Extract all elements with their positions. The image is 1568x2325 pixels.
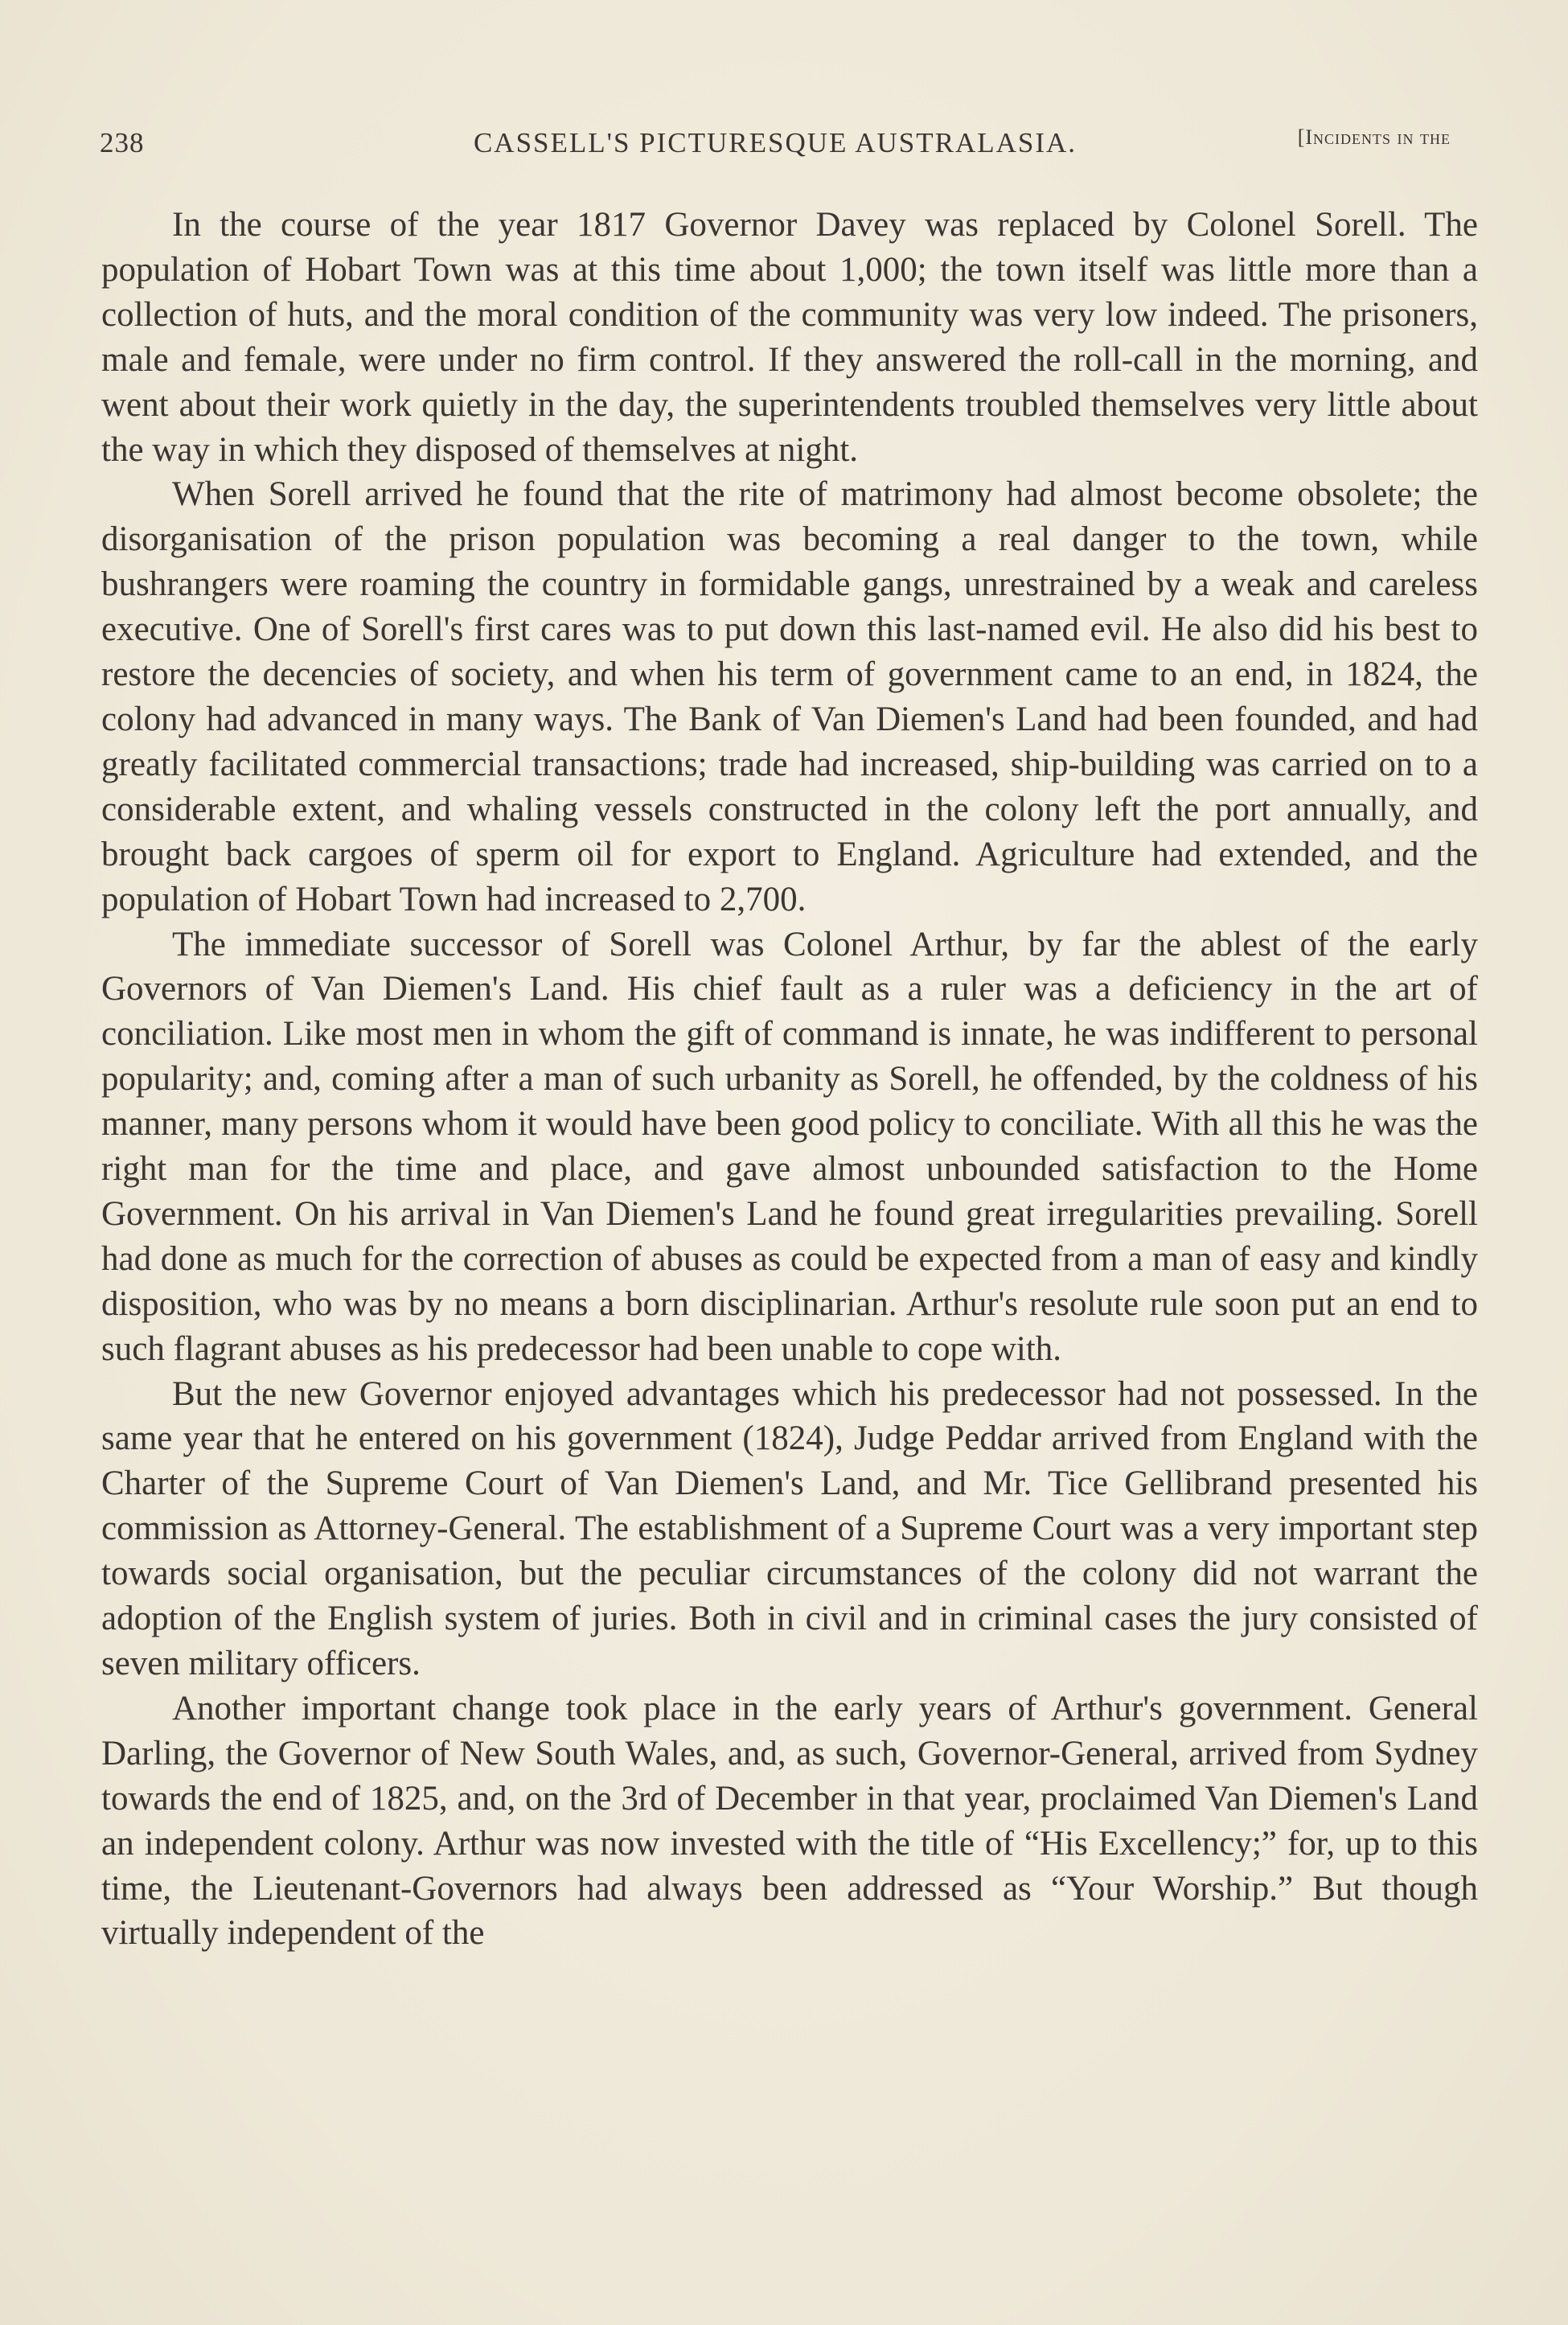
page-header — [100, 127, 1451, 164]
running-title: CASSELL'S PICTURESQUE AUSTRALASIA. — [473, 127, 1077, 158]
body-text — [101, 203, 1478, 1956]
paragraph: Another important change took place in the early years of Arthur's government. General Darling, the Governor of New South Wales, and, as such, Governor-General, arrived from Sydney towards the end of 1825, and, on the 3rd of December in that year, proclaimed Van Diemen's Land an independent colony. Arthur was now invested with the title of “His Excellency;” for, up to this time, the Lieutenant-Governors had always been addressed as “Your Worship.” But though virtually independent of the — [101, 1689, 1478, 1953]
section-title: [Incidents in the — [1297, 125, 1451, 149]
paragraph: The immediate successor of Sorell was Colonel Arthur, by far the ablest of the early Governors of Van Diemen's Land. His chief fault as a ruler was a deficiency in the art of conciliation. Like most men in whom the gift of command is innate, he was indifferent to personal popularity; and, coming after a man of such urbanity as Sorell, he offended, by the coldness of his manner, many persons whom it would have been good policy to conciliate. With all this he was the right man for the time and place, and gave almost unbounded satisfaction to the Home Government. On his arrival in Van Diemen's Land he found great irregularities prevailing. Sorell had done as much for the correction of abuses as could be expected from a man of easy and kindly disposition, who was by no means a born disciplinarian. Arthur's resolute rule soon put an end to such flagrant abuses as his predecessor had been unable to cope with. — [101, 925, 1478, 1368]
paragraph: But the new Governor enjoyed advantages which his predecessor had not possessed. In the same year that he entered on his government (1824), Judge Peddar arrived from England with the Charter of the Supreme Court of Van Diemen's Land, and Mr. Tice Gellibrand presented his commission as Attorney-General. The establishment of a Supreme Court was a very important step towards social organisation, but the peculiar circumstances of the colony did not warrant the adoption of the English system of juries. Both in civil and in criminal cases the jury consisted of seven military officers. — [101, 1374, 1478, 1682]
paragraph: In the course of the year 1817 Governor Davey was replaced by Colonel Sorell. The population of Hobart Town was at this time about 1,000; the town itself was little more than a collection of huts, and the moral condition of the community was very low indeed. The prisoners, male and female, were under no firm control. If they answered the roll-call in the morning, and went about their work quietly in the day, the superintendents troubled themselves very little about the way in which they disposed of themselves at night. — [101, 206, 1478, 469]
paragraph: When Sorell arrived he found that the rite of matrimony had almost become obsolete; the disorganisation of the prison population was becoming a real danger to the town, while bushrangers were roaming the country in formidable gangs, unrestrained by a weak and careless executive. One of Sorell's first cares was to put down this last-named evil. He also did his best to restore the decencies of society, and when his term of government came to an end, in 1824, the colony had advanced in many ways. The Bank of Van Diemen's Land had been founded, and had greatly facilitated commercial transactions; trade had increased, ship-building was carried on to a considerable extent, and whaling vessels constructed in the colony left the port annually, and brought back cargoes of sperm oil for export to England. Agriculture had extended, and the population of Hobart Town had increased to 2,700. — [101, 475, 1478, 918]
page-number: 238 — [100, 127, 145, 158]
